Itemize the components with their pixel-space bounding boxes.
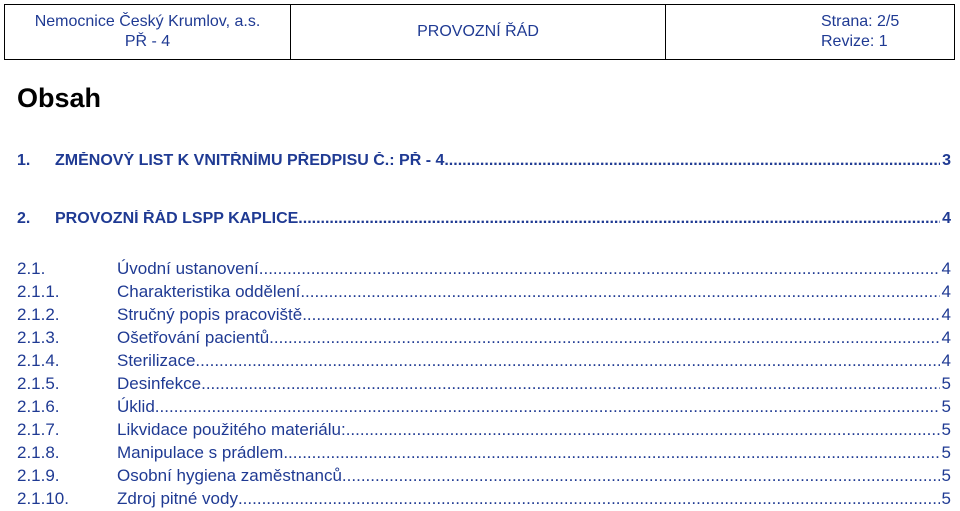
toc-entry-number: 2. xyxy=(17,210,31,227)
toc-entry-page: 5 xyxy=(941,466,951,485)
toc-entry-page: 5 xyxy=(941,397,951,416)
toc-entry-page: 4 xyxy=(941,282,951,301)
toc-entry-page: 4 xyxy=(941,259,951,278)
toc-entry-label: ZMĚNOVÝ LIST K VNITŘNÍMU PŘEDPISU Č.: PŘ - 4 xyxy=(55,152,445,169)
toc-entry-number: 2.1.3. xyxy=(17,328,60,347)
toc-entry-number: 2.1.5. xyxy=(17,374,60,393)
toc-leader-dots xyxy=(300,282,939,302)
toc-entry-page: 5 xyxy=(941,374,951,393)
toc-entry-label: Likvidace použitého materiálu: xyxy=(117,420,346,439)
toc-entry-label: Manipulace s prádlem xyxy=(117,443,284,462)
toc-entry[interactable] xyxy=(17,259,951,279)
toc-entry-page: 4 xyxy=(941,328,951,347)
toc-entry-number: 2.1.6. xyxy=(17,397,60,416)
toc-entry-number: 2.1.7. xyxy=(17,420,60,439)
toc-entry[interactable] xyxy=(17,466,951,486)
toc-leader-dots xyxy=(346,420,940,440)
toc-leader-dots xyxy=(342,466,940,486)
toc-entry-number: 2.1.4. xyxy=(17,351,60,370)
toc-entry[interactable] xyxy=(17,351,951,371)
toc-entry-number: 2.1.9. xyxy=(17,466,60,485)
toc-entry-page: 4 xyxy=(941,351,951,370)
toc-entry[interactable] xyxy=(17,420,951,440)
toc-entry[interactable] xyxy=(17,305,951,325)
toc-leader-dots xyxy=(195,351,939,371)
document-header xyxy=(4,4,955,60)
toc-entry-number: 2.1.10. xyxy=(17,489,69,508)
toc-entry-page: 3 xyxy=(942,152,951,169)
toc-leader-dots xyxy=(238,489,940,509)
header-revision: Revize: 1 xyxy=(821,33,888,50)
toc-entry-number: 1. xyxy=(17,152,31,169)
toc-leader-dots xyxy=(269,328,939,348)
toc-entry-page: 4 xyxy=(941,305,951,324)
toc-title: Obsah xyxy=(17,83,102,113)
toc-entry[interactable] xyxy=(17,282,951,302)
toc-entry[interactable] xyxy=(17,443,951,463)
toc-entry-number: 2.1.8. xyxy=(17,443,60,462)
header-organization-cell xyxy=(5,5,291,59)
toc-entry-page: 5 xyxy=(941,420,951,439)
toc-entry[interactable] xyxy=(17,489,951,509)
toc-entry-label: Charakteristika oddělení xyxy=(117,282,301,301)
toc-entry-label: Zdroj pitné vody xyxy=(117,489,238,508)
toc-entry-label: Sterilizace xyxy=(117,351,196,370)
toc-entry-number: 2.1. xyxy=(17,259,46,278)
toc-entry-label: Ošetřování pacientů xyxy=(117,328,270,347)
toc-entry-page: 4 xyxy=(942,210,951,227)
toc-entry[interactable] xyxy=(17,397,951,417)
toc-leader-dots xyxy=(444,152,940,170)
toc-leader-dots xyxy=(201,374,939,394)
toc-entry-label: Desinfekce xyxy=(117,374,202,393)
toc-entry-label: Úvodní ustanovení xyxy=(117,259,259,278)
toc-leader-dots xyxy=(283,443,939,463)
toc-entry-label: Osobní hygiena zaměstnanců xyxy=(117,466,342,485)
toc-leader-dots xyxy=(302,305,939,325)
header-doc-type: PROVOZNÍ ŘÁD xyxy=(417,23,539,40)
toc-leader-dots xyxy=(155,397,940,417)
toc-entry-label: Stručný popis pracoviště xyxy=(117,305,303,324)
header-page-info-cell xyxy=(666,5,954,59)
toc-entry[interactable] xyxy=(17,328,951,348)
toc-entry-page: 5 xyxy=(941,443,951,462)
toc-entry[interactable] xyxy=(17,374,951,394)
toc-entry-label: PROVOZNÍ ŘÁD LSPP KAPLICE xyxy=(55,210,299,227)
toc-entry[interactable] xyxy=(17,210,951,228)
toc-leader-dots xyxy=(298,210,940,228)
toc-entry-number: 2.1.2. xyxy=(17,305,60,324)
header-page-number: Strana: 2/5 xyxy=(821,13,900,30)
toc-entry-number: 2.1.1. xyxy=(17,282,60,301)
header-doc-code: PŘ - 4 xyxy=(124,33,171,50)
header-org-name: Nemocnice Český Krumlov, a.s. xyxy=(34,13,261,30)
header-doc-type-cell xyxy=(291,5,666,59)
toc-leader-dots xyxy=(259,259,940,279)
toc-entry-page: 5 xyxy=(941,489,951,508)
toc-entry-label: Úklid xyxy=(117,397,155,416)
toc-entry[interactable] xyxy=(17,152,951,170)
